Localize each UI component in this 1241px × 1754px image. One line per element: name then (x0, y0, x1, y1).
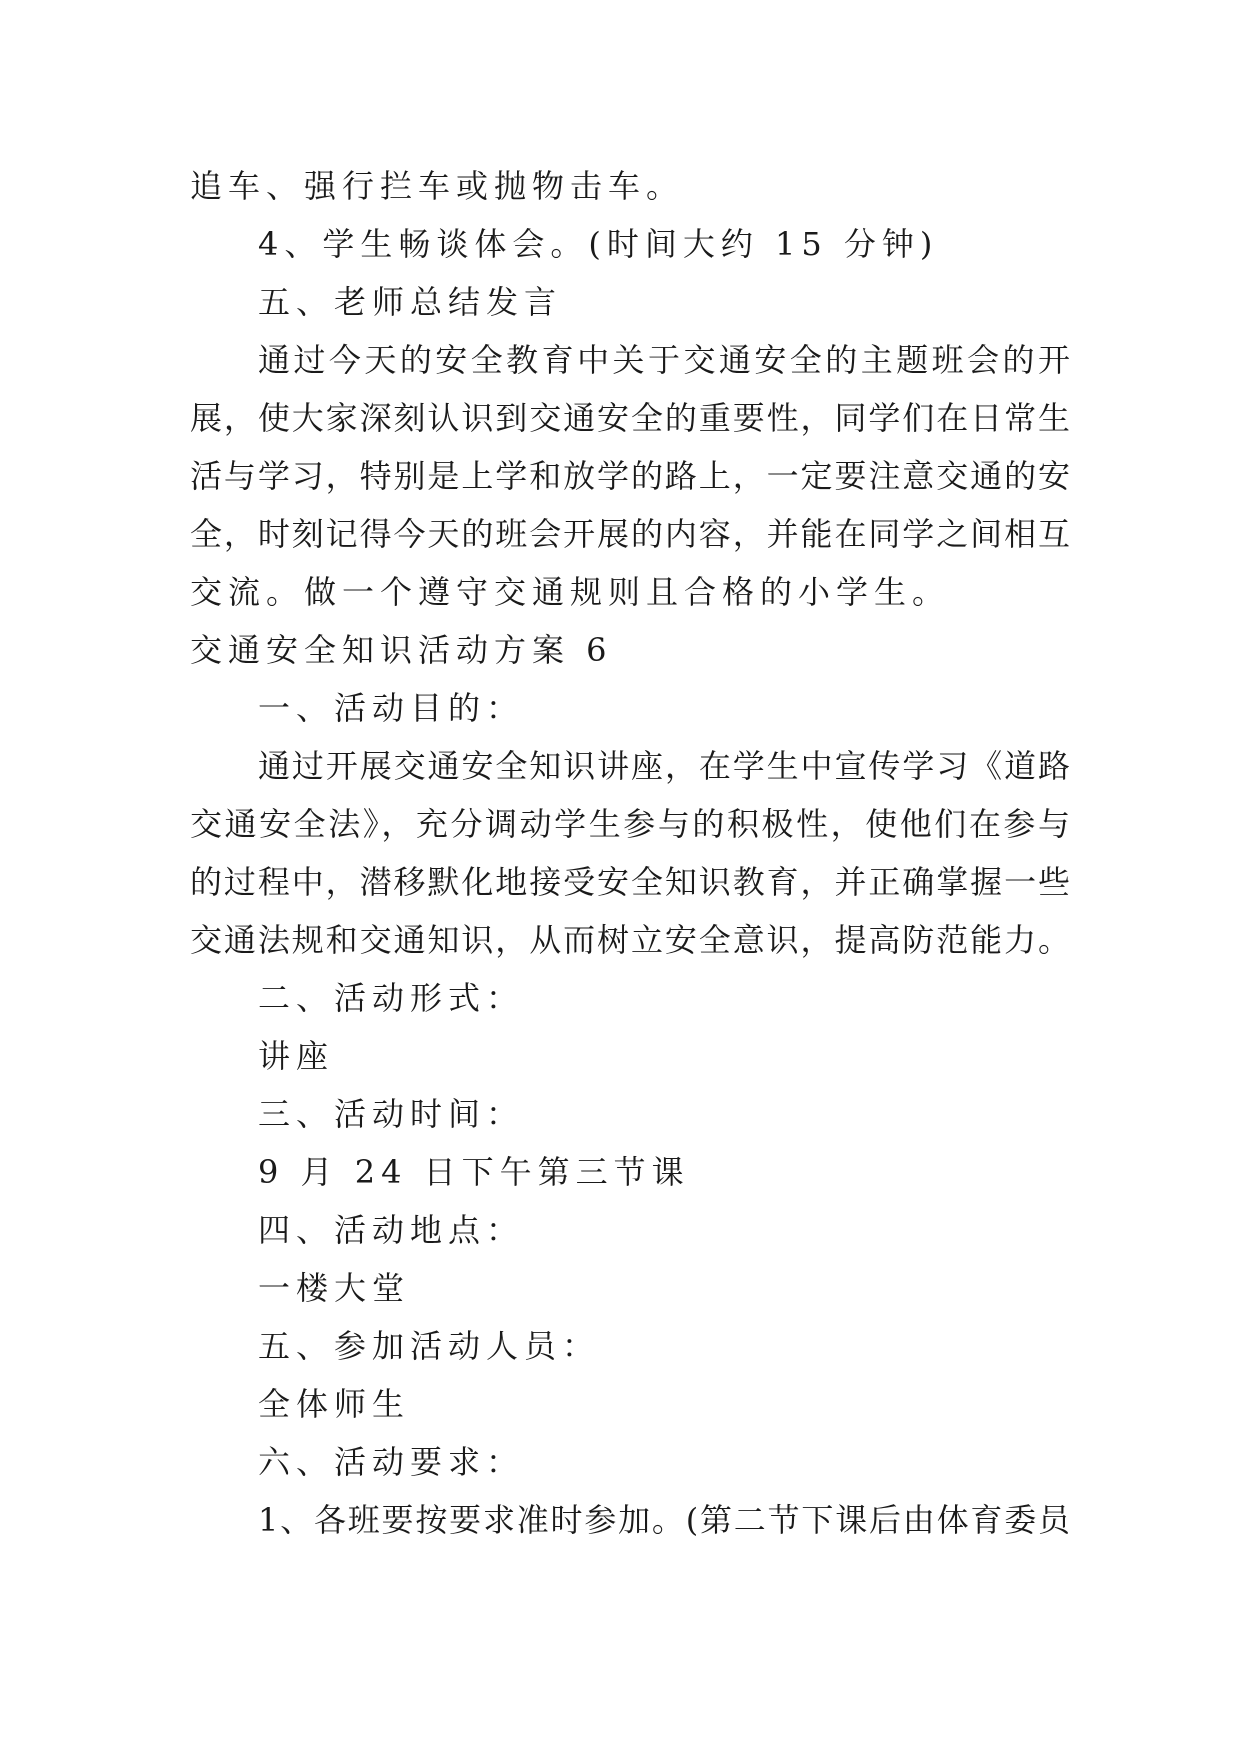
text-line: 追车、强行拦车或抛物击车。 (190, 167, 685, 205)
text-line: 展，使大家深刻认识到交通安全的重要性，同学们在日常生 (190, 399, 1070, 437)
section-heading: 二、活动形式： (258, 979, 525, 1017)
text-line: 的过程中，潜移默化地接受安全知识教育，并正确掌握一些 (190, 863, 1070, 901)
text-line: 9 月 24 日下午第三节课 (258, 1153, 690, 1191)
text-line: 全，时刻记得今天的班会开展的内容，并能在同学之间相互 (190, 515, 1070, 553)
section-heading: 三、活动时间： (258, 1095, 525, 1133)
text-line: 活与学习，特别是上学和放学的路上，一定要注意交通的安 (190, 457, 1070, 495)
text-line: 交通法规和交通知识，从而树立安全意识，提高防范能力。 (190, 921, 1070, 959)
text-line: 交流。做一个遵守交通规则且合格的小学生。 (190, 573, 951, 611)
text-line: 通过开展交通安全知识讲座，在学生中宣传学习《道路 (258, 747, 1070, 785)
section-heading: 五、参加活动人员： (258, 1327, 601, 1365)
text-line: 通过今天的安全教育中关于交通安全的主题班会的开 (258, 341, 1070, 379)
section-heading: 四、活动地点： (258, 1211, 525, 1249)
section-heading: 五、老师总结发言 (258, 283, 563, 321)
document-title: 交通安全知识活动方案 6 (190, 631, 613, 669)
text-line: 讲座 (258, 1037, 335, 1075)
text-line: 4、学生畅谈体会。(时间大约 15 分钟) (258, 225, 939, 263)
section-heading: 六、活动要求： (258, 1443, 525, 1481)
text-line: 1、各班要按要求准时参加。(第二节下课后由体育委员 (258, 1501, 1070, 1539)
text-line: 一楼大堂 (258, 1269, 411, 1307)
section-heading: 一、活动目的： (258, 689, 525, 727)
text-line: 交通安全法》，充分调动学生参与的积极性，使他们在参与 (190, 805, 1070, 843)
text-line: 全体师生 (258, 1385, 411, 1423)
